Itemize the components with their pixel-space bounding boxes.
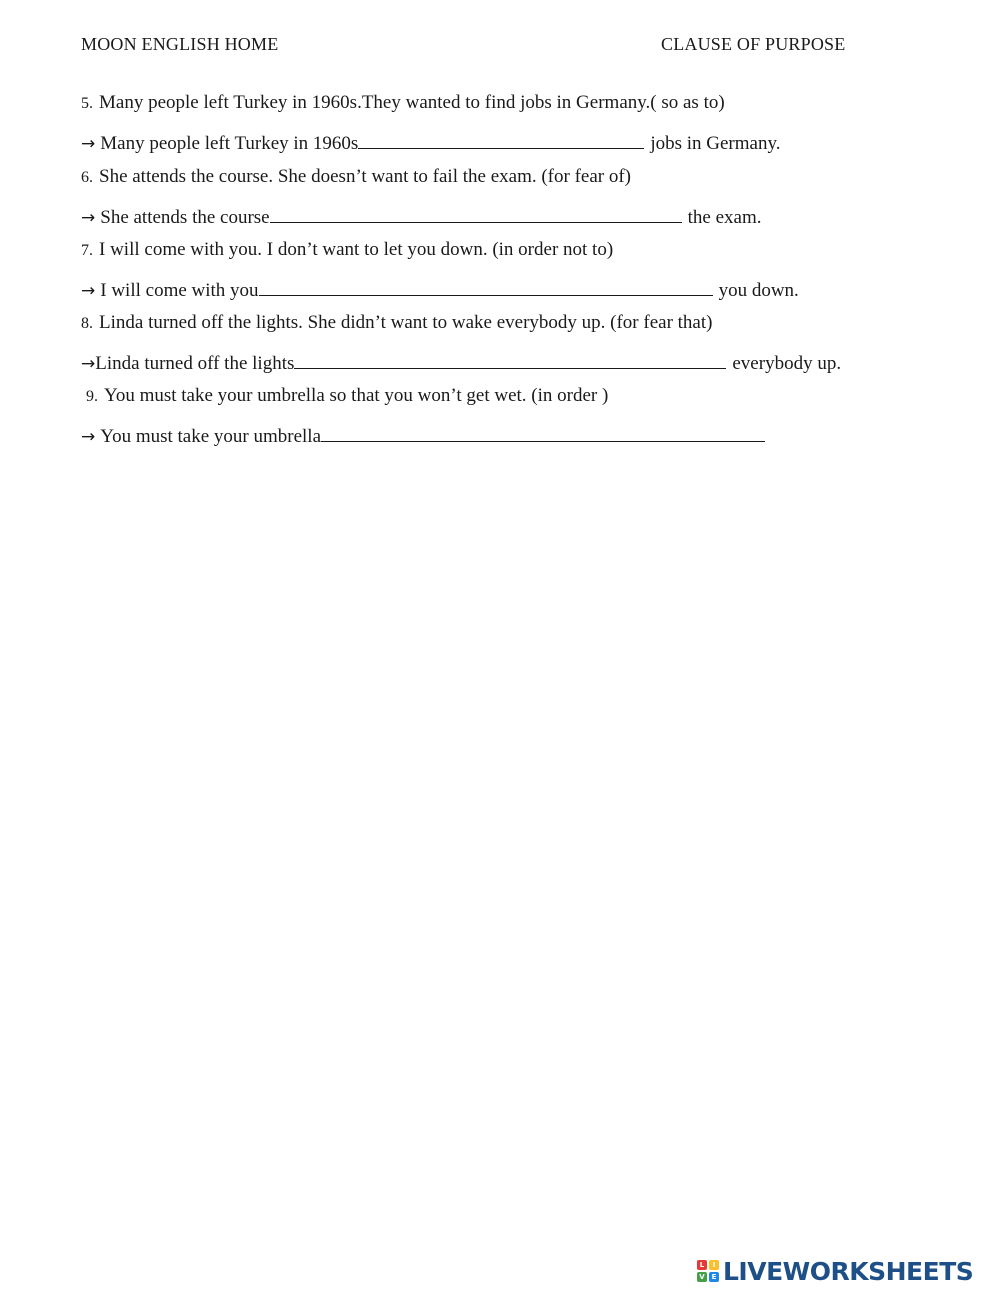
answer-blank-9[interactable] (321, 421, 765, 442)
answer-5 (81, 128, 781, 156)
question-8 (81, 311, 712, 336)
answer-prefix: You must take your umbrella (100, 426, 322, 447)
question-text: I will come with you. I don’t want to let you down. (in order not to) (99, 239, 614, 260)
answer-prefix: I will come with you (100, 280, 259, 301)
question-number: 8. (81, 315, 93, 332)
logo-tiles-icon (697, 1260, 719, 1282)
answer-prefix: Many people left Turkey in 1960s (100, 133, 359, 154)
arrow-icon: → (81, 354, 96, 374)
question-number: 9. (86, 388, 98, 405)
answer-9 (81, 421, 765, 449)
question-7 (81, 238, 613, 263)
arrow-icon: → (81, 208, 96, 228)
answer-blank-5[interactable] (358, 128, 644, 149)
answer-prefix: She attends the course (100, 207, 270, 228)
liveworksheets-logo[interactable] (697, 1255, 973, 1287)
arrow-icon: → (81, 134, 96, 154)
arrow-icon: → (81, 427, 96, 447)
question-number: 7. (81, 242, 93, 259)
answer-suffix: you down. (718, 280, 799, 301)
answer-suffix: everybody up. (732, 353, 842, 374)
question-text: Many people left Turkey in 1960s.They wanted to find jobs in Germany.( so as to) (99, 92, 725, 113)
logo-text: LIVEWORKSHEETS (723, 1256, 974, 1286)
question-6 (81, 165, 631, 190)
logo-tile: V (697, 1272, 707, 1282)
question-number: 5. (81, 95, 93, 112)
answer-8 (81, 348, 841, 376)
question-number: 6. (81, 169, 93, 186)
answer-prefix: Linda turned off the lights (95, 353, 295, 374)
answer-7 (81, 275, 799, 303)
logo-tile: E (709, 1272, 719, 1282)
question-text: Linda turned off the lights. She didn’t want to wake everybody up. (for fear that) (99, 312, 713, 333)
answer-suffix: the exam. (687, 207, 762, 228)
answer-blank-7[interactable] (259, 275, 713, 296)
question-text: She attends the course. She doesn’t want to fail the exam. (for fear of) (99, 166, 631, 187)
answer-suffix: jobs in Germany. (650, 133, 781, 154)
question-9 (86, 384, 608, 409)
arrow-icon: → (81, 281, 96, 301)
answer-blank-8[interactable] (294, 348, 726, 369)
answer-blank-6[interactable] (270, 202, 682, 223)
question-text: You must take your umbrella so that you won’t get wet. (in order ) (104, 385, 609, 406)
header-left: MOON ENGLISH HOME (81, 34, 279, 54)
answer-6 (81, 202, 761, 230)
logo-tile: I (709, 1260, 719, 1270)
header-right: CLAUSE OF PURPOSE (661, 34, 846, 54)
question-5 (81, 91, 725, 116)
logo-tile: L (697, 1260, 707, 1270)
